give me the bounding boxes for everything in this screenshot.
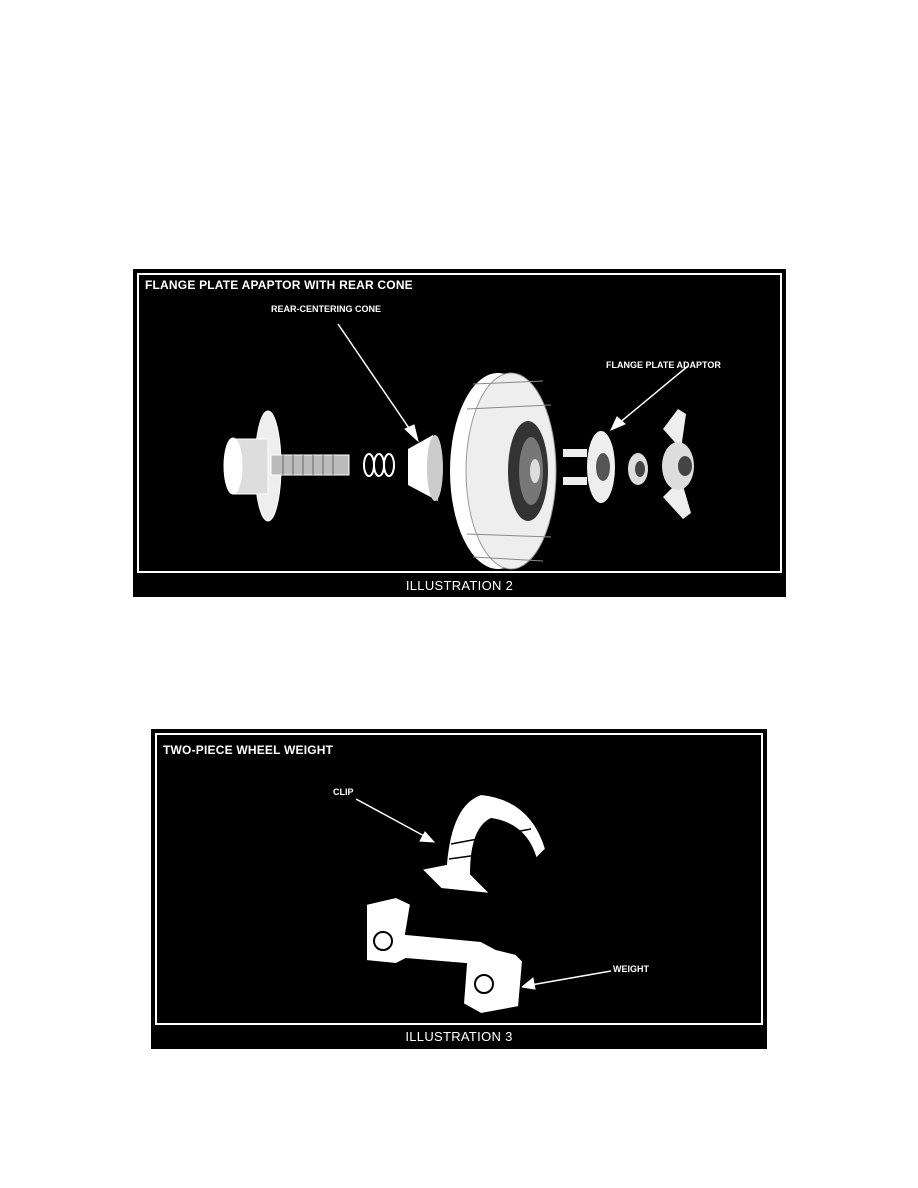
clip-label: CLIP bbox=[333, 787, 354, 797]
weight-label: WEIGHT bbox=[613, 964, 649, 974]
clip-arrow bbox=[356, 799, 434, 842]
illustration-2-figure bbox=[133, 269, 786, 597]
weight-shape bbox=[366, 897, 523, 1014]
illustration-2-caption: ILLUSTRATION 2 bbox=[405, 578, 514, 593]
illustration-3-figure bbox=[151, 729, 767, 1049]
flange-plate-label: FLANGE PLATE ADAPTOR bbox=[606, 360, 721, 370]
collar-ring bbox=[628, 453, 648, 485]
rear-cone-arrow bbox=[338, 324, 418, 441]
hub-shaft bbox=[224, 411, 349, 521]
illustration-3-artwork bbox=[151, 729, 767, 1049]
illustration-3-title: TWO-PIECE WHEEL WEIGHT bbox=[163, 743, 334, 757]
flange-plate-adaptor bbox=[563, 431, 615, 503]
illustration-2-artwork bbox=[133, 269, 786, 597]
spring bbox=[364, 454, 394, 476]
clip-shape bbox=[421, 794, 546, 894]
illustration-2-title: FLANGE PLATE APAPTOR WITH REAR CONE bbox=[145, 278, 413, 292]
wing-nut bbox=[662, 409, 694, 519]
tire-wheel bbox=[450, 373, 556, 569]
illustration-3-caption: ILLUSTRATION 3 bbox=[405, 1029, 513, 1044]
rear-centering-cone bbox=[408, 435, 443, 501]
weight-arrow bbox=[522, 971, 611, 989]
rear-cone-label: REAR-CENTERING CONE bbox=[271, 304, 382, 314]
